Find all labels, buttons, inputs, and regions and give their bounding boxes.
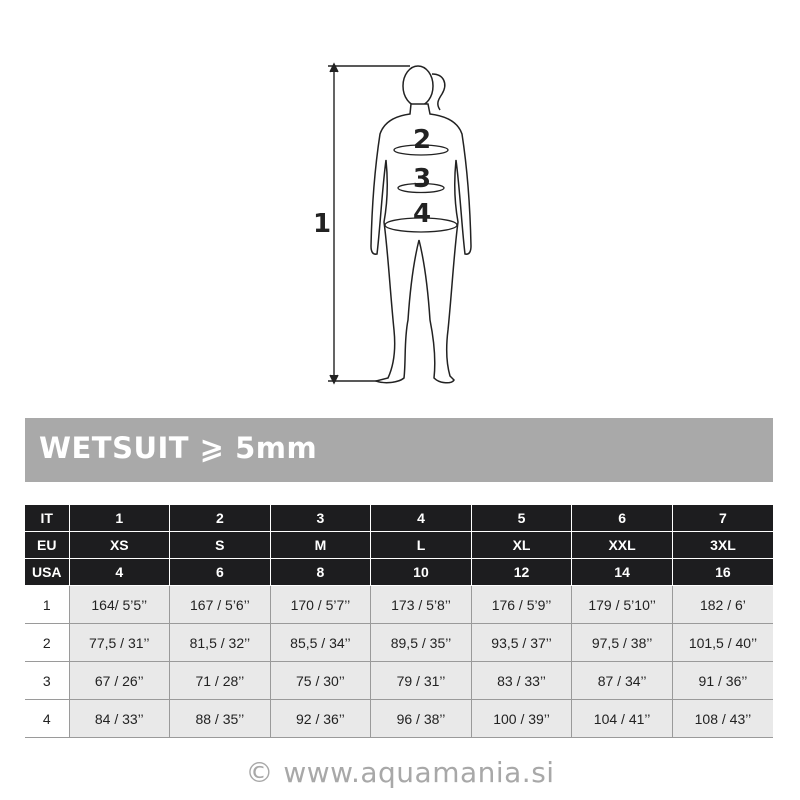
table-cell: 6	[170, 559, 271, 586]
table-cell: 1	[69, 505, 170, 532]
header-row-usa	[25, 559, 773, 586]
measure-label-1: 1	[312, 209, 332, 239]
table-cell: 170 / 5’7’’	[270, 586, 371, 624]
table-cell: 71 / 28’’	[170, 662, 271, 700]
table-cell: 93,5 / 37’’	[471, 624, 572, 662]
table-cell: M	[270, 532, 371, 559]
table-cell: 14	[572, 559, 673, 586]
table-cell: 101,5 / 40’’	[672, 624, 773, 662]
banner-title: WETSUIT ⩾ 5mm	[39, 431, 318, 465]
table-cell: 4	[371, 505, 472, 532]
table-row	[25, 662, 773, 700]
table-cell: 108 / 43’’	[672, 700, 773, 738]
table-cell: 84 / 33’’	[69, 700, 170, 738]
title-banner	[25, 418, 773, 482]
table-cell: 4	[69, 559, 170, 586]
table-cell: 97,5 / 38’’	[572, 624, 673, 662]
table-cell: 173 / 5’8’’	[371, 586, 472, 624]
table-cell: S	[170, 532, 271, 559]
table-row	[25, 700, 773, 738]
table-cell: 176 / 5’9’’	[471, 586, 572, 624]
table-cell: 79 / 31’’	[371, 662, 472, 700]
table-cell: 3	[270, 505, 371, 532]
table-cell: 12	[471, 559, 572, 586]
table-cell: 87 / 34’’	[572, 662, 673, 700]
header-row-eu	[25, 532, 773, 559]
table-cell: 16	[672, 559, 773, 586]
body-measurement-figure	[300, 55, 500, 395]
table-cell: 164/ 5’5’’	[69, 586, 170, 624]
table-cell: XS	[69, 532, 170, 559]
table-cell: 3XL	[672, 532, 773, 559]
table-cell: XL	[471, 532, 572, 559]
table-cell: 179 / 5’10’’	[572, 586, 673, 624]
measure-label-4: 4	[412, 199, 432, 229]
table-cell: 89,5 / 35’’	[371, 624, 472, 662]
table-cell: 5	[471, 505, 572, 532]
table-cell: 10	[371, 559, 472, 586]
size-chart-table	[25, 505, 773, 738]
table-cell: 96 / 38’’	[371, 700, 472, 738]
header-row-it	[25, 505, 773, 532]
table-cell: 91 / 36’’	[672, 662, 773, 700]
table-cell: 6	[572, 505, 673, 532]
row-label: 2	[25, 624, 69, 662]
table-cell: 85,5 / 34’’	[270, 624, 371, 662]
table-cell: 8	[270, 559, 371, 586]
table-cell: 67 / 26’’	[69, 662, 170, 700]
row-label: IT	[25, 505, 69, 532]
table-cell: 88 / 35’’	[170, 700, 271, 738]
row-label: 1	[25, 586, 69, 624]
measure-label-2: 2	[412, 125, 432, 155]
row-label: EU	[25, 532, 69, 559]
table-cell: 7	[672, 505, 773, 532]
measure-label-3: 3	[412, 164, 432, 194]
table-cell: 75 / 30’’	[270, 662, 371, 700]
table-cell: 104 / 41’’	[572, 700, 673, 738]
table-cell: 100 / 39’’	[471, 700, 572, 738]
table-cell: 77,5 / 31’’	[69, 624, 170, 662]
table-cell: L	[371, 532, 472, 559]
table-cell: 81,5 / 32’’	[170, 624, 271, 662]
table-cell: 92 / 36’’	[270, 700, 371, 738]
table-cell: 182 / 6’	[672, 586, 773, 624]
row-label: 3	[25, 662, 69, 700]
table-row	[25, 624, 773, 662]
table-cell: 83 / 33’’	[471, 662, 572, 700]
watermark: © www.aquamania.si	[245, 756, 555, 789]
row-label: 4	[25, 700, 69, 738]
row-label: USA	[25, 559, 69, 586]
table-cell: XXL	[572, 532, 673, 559]
table-row	[25, 586, 773, 624]
table-cell: 167 / 5’6’’	[170, 586, 271, 624]
table-cell: 2	[170, 505, 271, 532]
